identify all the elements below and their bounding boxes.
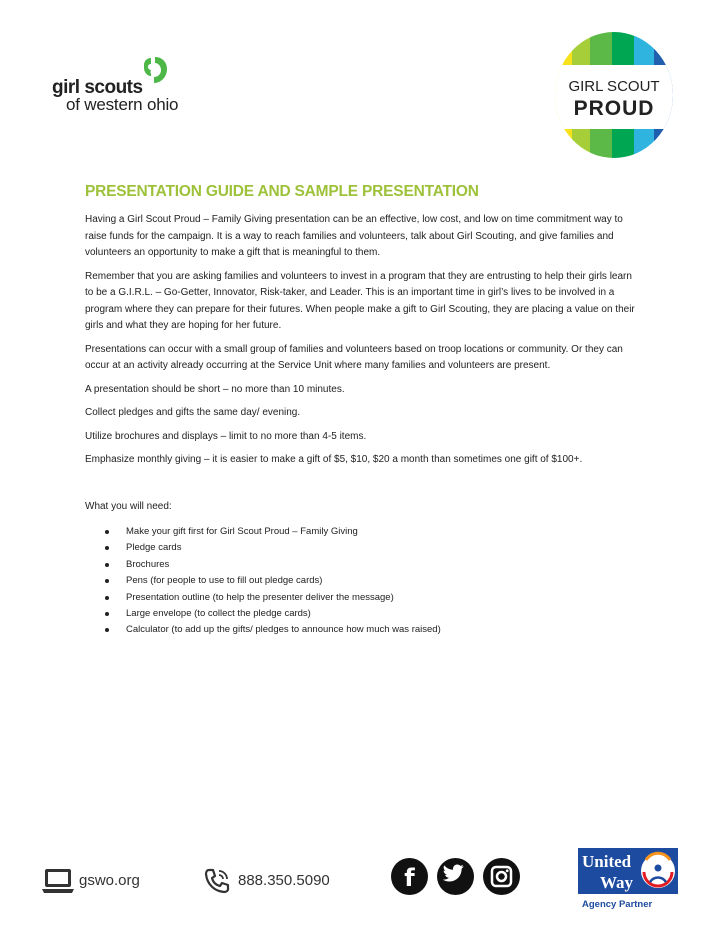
uw-line2: Way — [600, 873, 634, 892]
footer — [0, 840, 720, 920]
paragraph-brochures: Utilize brochures and displays – limit to no more than 4-5 items. — [85, 430, 367, 442]
girl-scout-proud-badge — [554, 31, 674, 159]
bullet-icon — [105, 579, 109, 583]
need-heading: What you will need: — [85, 500, 172, 512]
laptop-icon — [42, 868, 74, 894]
bullet-icon — [105, 612, 109, 616]
logo-name: girl scouts — [52, 77, 143, 98]
bullet-icon — [105, 628, 109, 632]
paragraph-monthly: Emphasize monthly giving – it is easier to make a gift of $5, $10, $20 a month than sometimes one gift of $100+. — [85, 454, 583, 465]
bullet-icon — [105, 546, 109, 550]
trefoil-icon — [140, 55, 170, 85]
paragraph-intro: Having a Girl Scout Proud – Family Giving presentation can be an effective, low cost, and low on time commitment way to raise funds for the campaign. It is a way to reach families and volunteers, talk about Girl Scouting, and give families and volunteers an opportunity to make a gift that is meaningful to them. — [85, 214, 623, 258]
list-item — [85, 557, 635, 573]
list-item — [85, 622, 635, 638]
list-item — [85, 540, 635, 556]
girl-scouts-logo — [52, 55, 212, 117]
need-list — [85, 524, 635, 639]
bullet-icon — [105, 596, 109, 600]
list-item-text: Pens (for people to use to fill out pledge cards) — [126, 575, 323, 587]
document-title: PRESENTATION GUIDE AND SAMPLE PRESENTATION — [85, 183, 479, 200]
paragraph-collect: Collect pledges and gifts the same day/ evening. — [85, 407, 301, 418]
logo-region: of western ohio — [66, 95, 179, 114]
badge-line2: PROUD — [573, 97, 655, 120]
paragraph-length: A presentation should be short – no more than 10 minutes. — [85, 383, 345, 395]
list-item-text: Calculator (to add up the gifts/ pledges to announce how much was raised) — [126, 624, 441, 636]
list-item-text: Make your gift first for Girl Scout Proud – Family Giving — [126, 526, 358, 537]
list-item — [85, 606, 635, 622]
list-item-text: Pledge cards — [126, 542, 182, 554]
uw-line1: United — [582, 852, 632, 871]
twitter-icon[interactable] — [437, 858, 474, 895]
bullet-icon — [105, 563, 109, 567]
list-item-text: Brochures — [126, 558, 170, 570]
uw-line3: Agency Partner — [582, 899, 653, 910]
list-item-text: Presentation outline (to help the presenter deliver the message) — [126, 591, 394, 603]
paragraph-occasion: Presentations can occur with a small group of families and volunteers based on troop locations or community. Or they can occur at an activity already occurring at the Service Unit where many families and volunteers are present. — [85, 343, 623, 371]
badge-line1: GIRL SCOUT — [568, 78, 660, 95]
united-way-logo — [578, 848, 678, 912]
list-item — [85, 590, 635, 606]
facebook-icon[interactable]: f — [391, 858, 428, 895]
list-item — [85, 524, 635, 540]
bullet-icon — [105, 530, 109, 534]
list-item — [85, 573, 635, 589]
list-item-text: Large envelope (to collect the pledge cards) — [126, 608, 311, 620]
phone-icon — [203, 867, 231, 895]
website-link[interactable]: gswo.org — [79, 872, 140, 889]
paragraph-invest: Remember that you are asking families and volunteers to invest in a program that they are entrusting to help their girls learn to be a G.I.R.L. – Go-Getter, Innovator, Risk-taker, and Leader. This is an important time in girl’s lives to be involved in a program where they can prepare for their futures. When people make a gift to Girl Scouting, they are placing a value on their girls and what they are hoping for her future. — [85, 270, 635, 331]
instagram-icon[interactable] — [483, 858, 520, 895]
document-body — [85, 183, 635, 639]
phone-number[interactable]: 888.350.5090 — [238, 872, 330, 889]
